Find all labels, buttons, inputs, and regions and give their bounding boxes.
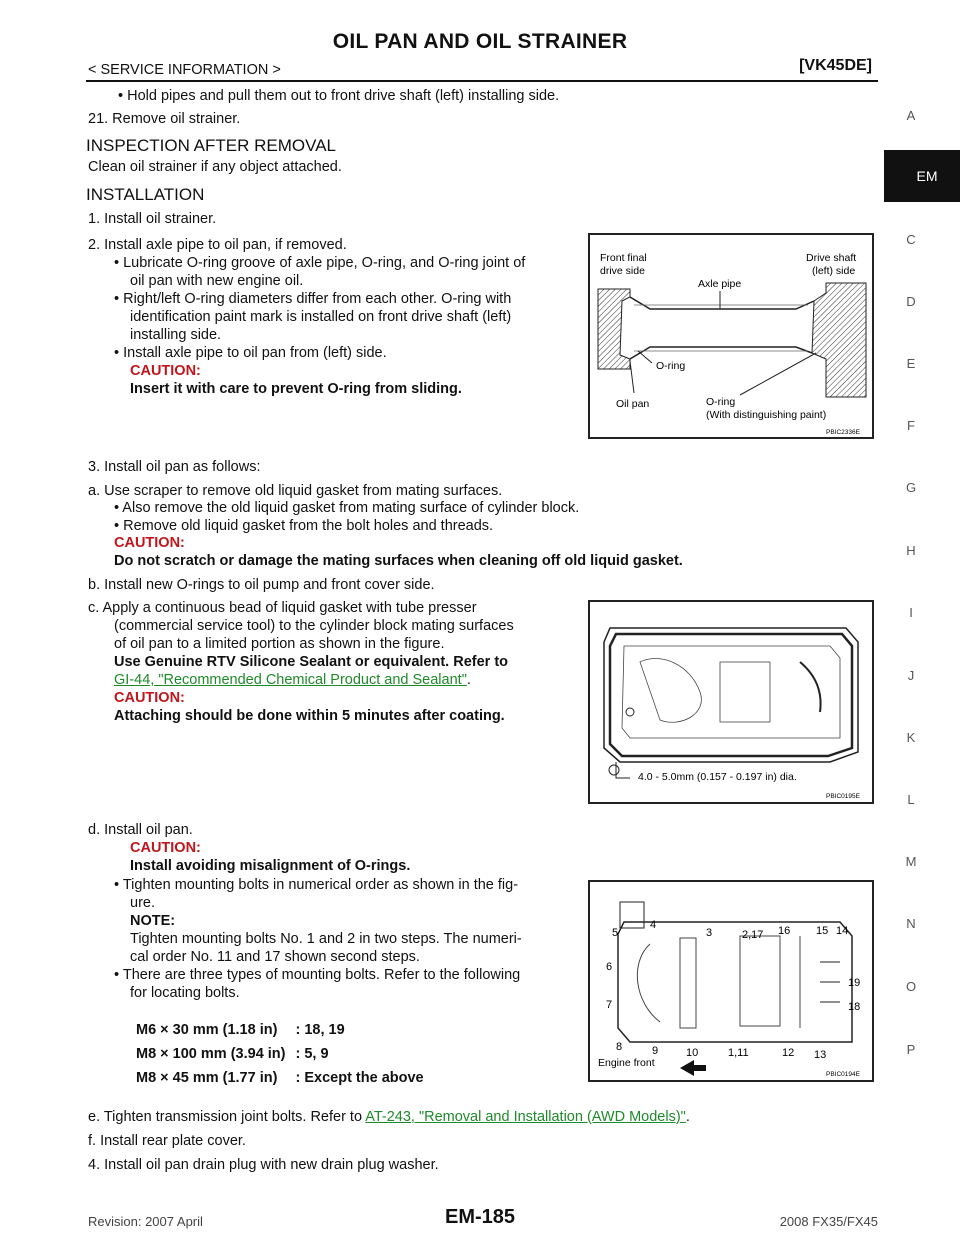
- engine-front-label: Engine front: [598, 1057, 655, 1069]
- bolt-number: 2,17: [742, 929, 764, 941]
- at-243-link[interactable]: AT-243, "Removal and Installation (AWD Models)": [365, 1109, 686, 1125]
- line: • There are three types of mounting bolts. Refer to the following: [114, 967, 521, 983]
- step3d-caution-text: Install avoiding misalignment of O-rings.: [130, 858, 411, 874]
- line: Use Genuine RTV Silicone Sealant or equivalent. Refer to: [114, 654, 509, 670]
- oil-pan-gasket-diagram: [590, 602, 872, 802]
- engine-front-arrow-icon: [680, 1060, 706, 1076]
- index-tab-n[interactable]: N: [906, 916, 916, 931]
- drive-shaft-label2: (left) side: [812, 265, 856, 277]
- section-label: < SERVICE INFORMATION >: [88, 62, 281, 78]
- index-tab-m[interactable]: M: [905, 854, 917, 869]
- front-final-label: Front final: [600, 252, 647, 264]
- bolt-number: 8: [616, 1041, 623, 1053]
- gasket-bead-figure: [588, 600, 874, 804]
- index-tab-p[interactable]: P: [906, 1042, 916, 1057]
- figure-id: PBIC2336E: [826, 429, 860, 436]
- step-3d: d. Install oil pan.: [88, 822, 193, 838]
- step3d-bullet2: [114, 966, 582, 1002]
- table-row: [136, 1070, 434, 1094]
- step-1: 1. Install oil strainer.: [88, 211, 217, 227]
- inspection-text: Clean oil strainer if any object attached.: [88, 159, 342, 175]
- bolt-number: 6: [606, 961, 613, 973]
- page-number: EM-185: [444, 1206, 516, 1228]
- line: (commercial service tool) to the cylinder block mating surfaces: [114, 618, 514, 634]
- line: for locating bolts.: [130, 985, 240, 1001]
- front-final-label2: drive side: [600, 265, 645, 277]
- line: c. Apply a continuous bead of liquid gasket with tube presser: [88, 600, 477, 616]
- bolt-number: 14: [836, 925, 849, 937]
- bolt-numbers: : 18, 19: [295, 1022, 345, 1038]
- figure-id: PBIC0195E: [826, 793, 860, 800]
- index-tab-a[interactable]: A: [906, 108, 916, 123]
- bolt-number: 4: [650, 919, 657, 931]
- line: • Right/left O-ring diameters differ from each other. O-ring with: [114, 291, 512, 307]
- caution-label: CAUTION:: [114, 690, 185, 706]
- index-tab-g[interactable]: G: [905, 480, 917, 495]
- line: • Tighten mounting bolts in numerical order as shown in the fig-: [114, 877, 519, 893]
- bolt-number: 1,11: [728, 1047, 749, 1059]
- index-tab-k[interactable]: K: [906, 730, 916, 745]
- caution-label: CAUTION:: [114, 535, 185, 551]
- bolt-number-labels: [606, 919, 860, 1061]
- step3d-bullet1: [114, 876, 582, 966]
- step-21: 21. Remove oil strainer.: [88, 111, 241, 127]
- step2-bullet2: [114, 290, 582, 344]
- bolt-size: M8 × 45 mm (1.77 in): [136, 1070, 278, 1086]
- bolt-number: 15: [816, 925, 829, 937]
- axle-pipe-label: Axle pipe: [698, 278, 742, 290]
- caution-label: CAUTION:: [130, 363, 201, 379]
- oring-label: O-ring: [656, 360, 686, 372]
- bolt-size: M8 × 100 mm (3.94 in): [136, 1046, 286, 1062]
- index-tab-o[interactable]: O: [905, 979, 917, 994]
- installation-heading: INSTALLATION: [86, 185, 205, 204]
- index-tab-f[interactable]: F: [907, 418, 915, 433]
- oring2-label: O-ring: [706, 396, 736, 408]
- inspection-heading: INSPECTION AFTER REMOVAL: [86, 136, 337, 155]
- bead-dia-label: 4.0 - 5.0mm (0.157 - 0.197 in) dia.: [638, 771, 797, 783]
- index-tab-c[interactable]: C: [906, 232, 916, 247]
- step-3e: e. Tighten transmission joint bolts. Refer to AT-243, "Removal and Installation (AWD Models)".: [88, 1109, 690, 1125]
- bolt-number: 7: [606, 999, 613, 1011]
- oil-pan-label: Oil pan: [616, 398, 650, 410]
- line: oil pan with new engine oil.: [130, 273, 304, 289]
- bolt-number: 9: [652, 1045, 659, 1057]
- bolt-spec-table: [136, 1022, 434, 1094]
- bolt-number: 3: [706, 927, 713, 939]
- index-tab-l[interactable]: L: [907, 792, 915, 807]
- step-4: 4. Install oil pan drain plug with new drain plug washer.: [88, 1157, 439, 1173]
- model-label: [VK45DE]: [799, 57, 872, 74]
- bolt-number: 13: [814, 1049, 827, 1061]
- step2-bullet3: • Install axle pipe to oil pan from (left) side.: [114, 345, 387, 361]
- header-rule: [86, 80, 878, 82]
- drive-shaft-label: Drive shaft: [806, 252, 857, 264]
- bolt-numbers: : Except the above: [295, 1070, 424, 1086]
- step2-bullet1: [114, 254, 582, 290]
- bolt-size: M6 × 30 mm (1.18 in): [136, 1022, 278, 1038]
- bolt-order-figure: [588, 880, 874, 1082]
- bolt-number: 16: [778, 925, 791, 937]
- step-2: 2. Install axle pipe to oil pan, if removed.: [88, 237, 347, 253]
- step-3b: b. Install new O-rings to oil pump and front cover side.: [88, 577, 435, 593]
- note-label: NOTE:: [130, 913, 176, 929]
- line: of oil pan to a limited portion as shown in the figure.: [114, 636, 445, 652]
- index-tab-e[interactable]: E: [906, 356, 916, 371]
- caution-label: CAUTION:: [130, 840, 201, 856]
- figure-id: PBIC0194E: [826, 1071, 860, 1078]
- revision-label: Revision: 2007 April: [88, 1214, 203, 1229]
- bolt-order-diagram: [590, 882, 872, 1080]
- index-tab-h[interactable]: H: [906, 543, 916, 558]
- step3a-caution-text: Do not scratch or damage the mating surfaces when cleaning off old liquid gasket.: [114, 553, 683, 569]
- footer-model: 2008 FX35/FX45: [779, 1214, 878, 1229]
- bolt-number: 19: [848, 977, 861, 989]
- line: ure.: [130, 895, 155, 911]
- step3a-bullet1: • Also remove the old liquid gasket from mating surface of cylinder block.: [114, 500, 580, 516]
- table-row: [136, 1046, 434, 1070]
- index-tab-i[interactable]: I: [909, 605, 913, 620]
- line: Tighten mounting bolts No. 1 and 2 in two steps. The numeri-: [130, 931, 522, 947]
- axle-pipe-figure: [588, 233, 874, 439]
- bolt-number: 18: [848, 1001, 861, 1013]
- bolt-number: 5: [612, 927, 619, 939]
- step-3c: c. Apply a continuous bead of liquid gasket with tube presser (commercial service tool) to the cylinder block mating surfaces of oil pan to a limited portion as shown in the figure. Use Genuine RTV Silicone Sealant or equivalent. Refer to GI-44, "Recommended Chemical Product and Sealant". CAUTION: Attaching should be done within 5 minutes after coating.: [88, 599, 582, 725]
- line: Attaching should be done within 5 minutes after coating.: [114, 708, 505, 724]
- index-tab-em[interactable]: EM: [884, 150, 960, 202]
- bolt-numbers: : 5, 9: [295, 1046, 329, 1062]
- index-tab-d[interactable]: D: [906, 294, 916, 309]
- line: installing side.: [130, 327, 222, 343]
- page-title: OIL PAN AND OIL STRAINER: [332, 30, 628, 53]
- hold-pipes-text: • Hold pipes and pull them out to front drive shaft (left) installing side.: [118, 88, 560, 104]
- gi-44-link[interactable]: GI-44, "Recommended Chemical Product and Sealant": [114, 672, 467, 688]
- step2-caution-text: Insert it with care to prevent O-ring from sliding.: [130, 381, 462, 397]
- axle-pipe-diagram: [590, 235, 872, 437]
- index-tab-j[interactable]: J: [907, 668, 915, 683]
- line: cal order No. 11 and 17 shown second steps.: [130, 949, 420, 965]
- line: • Lubricate O-ring groove of axle pipe, O-ring, and O-ring joint of: [114, 255, 526, 271]
- bolt-number: 12: [782, 1047, 795, 1059]
- table-row: [136, 1022, 434, 1046]
- step-3f: f. Install rear plate cover.: [88, 1133, 246, 1149]
- step-3: 3. Install oil pan as follows:: [88, 459, 261, 475]
- step-3a: a. Use scraper to remove old liquid gasket from mating surfaces.: [88, 483, 503, 499]
- bolt-number: 10: [686, 1047, 699, 1059]
- step3e-text: e. Tighten transmission joint bolts. Refer to: [88, 1109, 366, 1125]
- step3a-bullet2: • Remove old liquid gasket from the bolt holes and threads.: [114, 518, 494, 534]
- oring2-label2: (With distinguishing paint): [706, 409, 827, 421]
- line: identification paint mark is installed on front drive shaft (left): [130, 309, 512, 325]
